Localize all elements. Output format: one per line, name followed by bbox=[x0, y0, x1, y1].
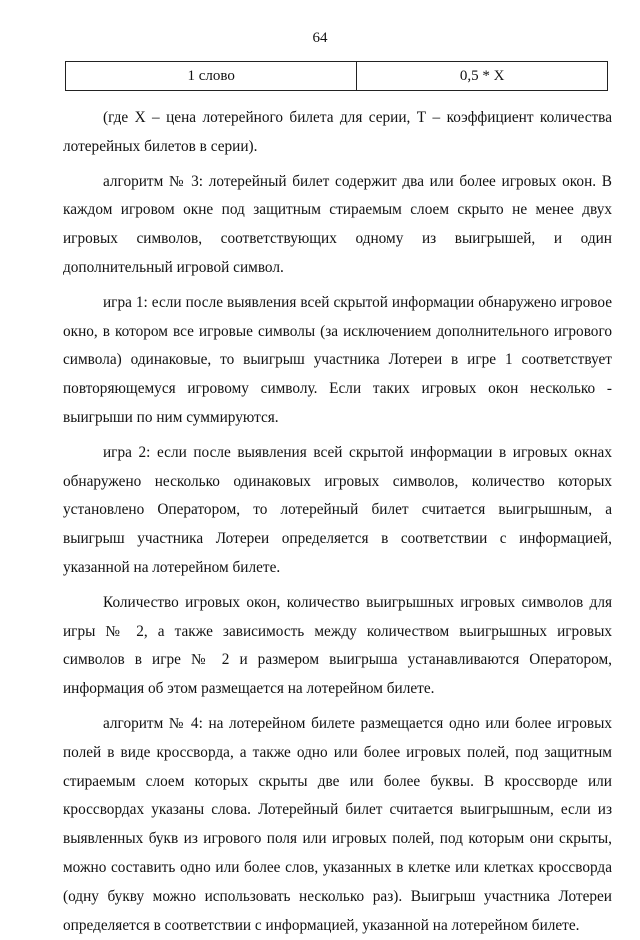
table-row bbox=[66, 62, 608, 91]
paragraph-algorithm-4: алгоритм № 4: на лотерейном билете размещается одно или более игровых полей в виде кроссворда, а также одно или более игровых полей, под защитным стираемым слоем которых скрыты две или более буквы. В кроссворде или кроссвордах указаны слова. Лотерейный билет считается выигрышным, если из выявленных букв из игрового поля или игровых полей, под которым они скрыты, можно составить одно или более слов, указанных в клетке или клетках кроссворда (одну букву можно использовать несколько раз). Выигрыш участника Лотереи определяется в соответствии с информацией, указанной на лотерейном билете. bbox=[63, 714, 612, 934]
paragraph-game-windows: Количество игровых окон, количество выигрышных игровых символов для игры № 2, а также зависимость между количеством выигрышных игровых символов в игре № 2 и размером выигрыша устанавливаются Оператором, информация об этом размещается на лотерейном билете. bbox=[63, 593, 612, 698]
prize-table bbox=[65, 61, 608, 91]
paragraph-algorithm-3: алгоритм № 3: лотерейный билет содержит два или более игровых окон. В каждом игровом окне под защитным стираемым слоем скрыто не менее двух игровых символов, соответствующих одному из выигрышей, и один дополнительный игровой символ. bbox=[63, 172, 612, 276]
page-number: 64 bbox=[312, 30, 328, 46]
table-cell-prize: 1 слово bbox=[66, 62, 357, 91]
table-cell-amount: 0,5 * X bbox=[357, 62, 608, 91]
paragraph-explanation: (где X – цена лотерейного билета для серии, Т – коэффициент количества лотерейных билетов в серии). bbox=[63, 109, 612, 155]
paragraph-game-2: игра 2: если после выявления всей скрытой информации в игровых окнах обнаружено несколько одинаковых игровых символов, количество которых установлено Оператором, то лотерейный билет считается выигрышным, а выигрыш участника Лотереи определяется в соответствии с информацией, указанной на лотерейном билете. bbox=[63, 443, 612, 576]
body-text bbox=[63, 104, 612, 940]
paragraph-game-1: игра 1: если после выявления всей скрытой информации обнаружено игровое окно, в котором все игровые символы (за исключением дополнительного игрового символа) одинаковые, то выигрыш участника Лотереи в игре 1 соответствует повторяющемуся игровому символу. Если таких игровых окон несколько - выигрыши по ним суммируются. bbox=[63, 293, 612, 426]
